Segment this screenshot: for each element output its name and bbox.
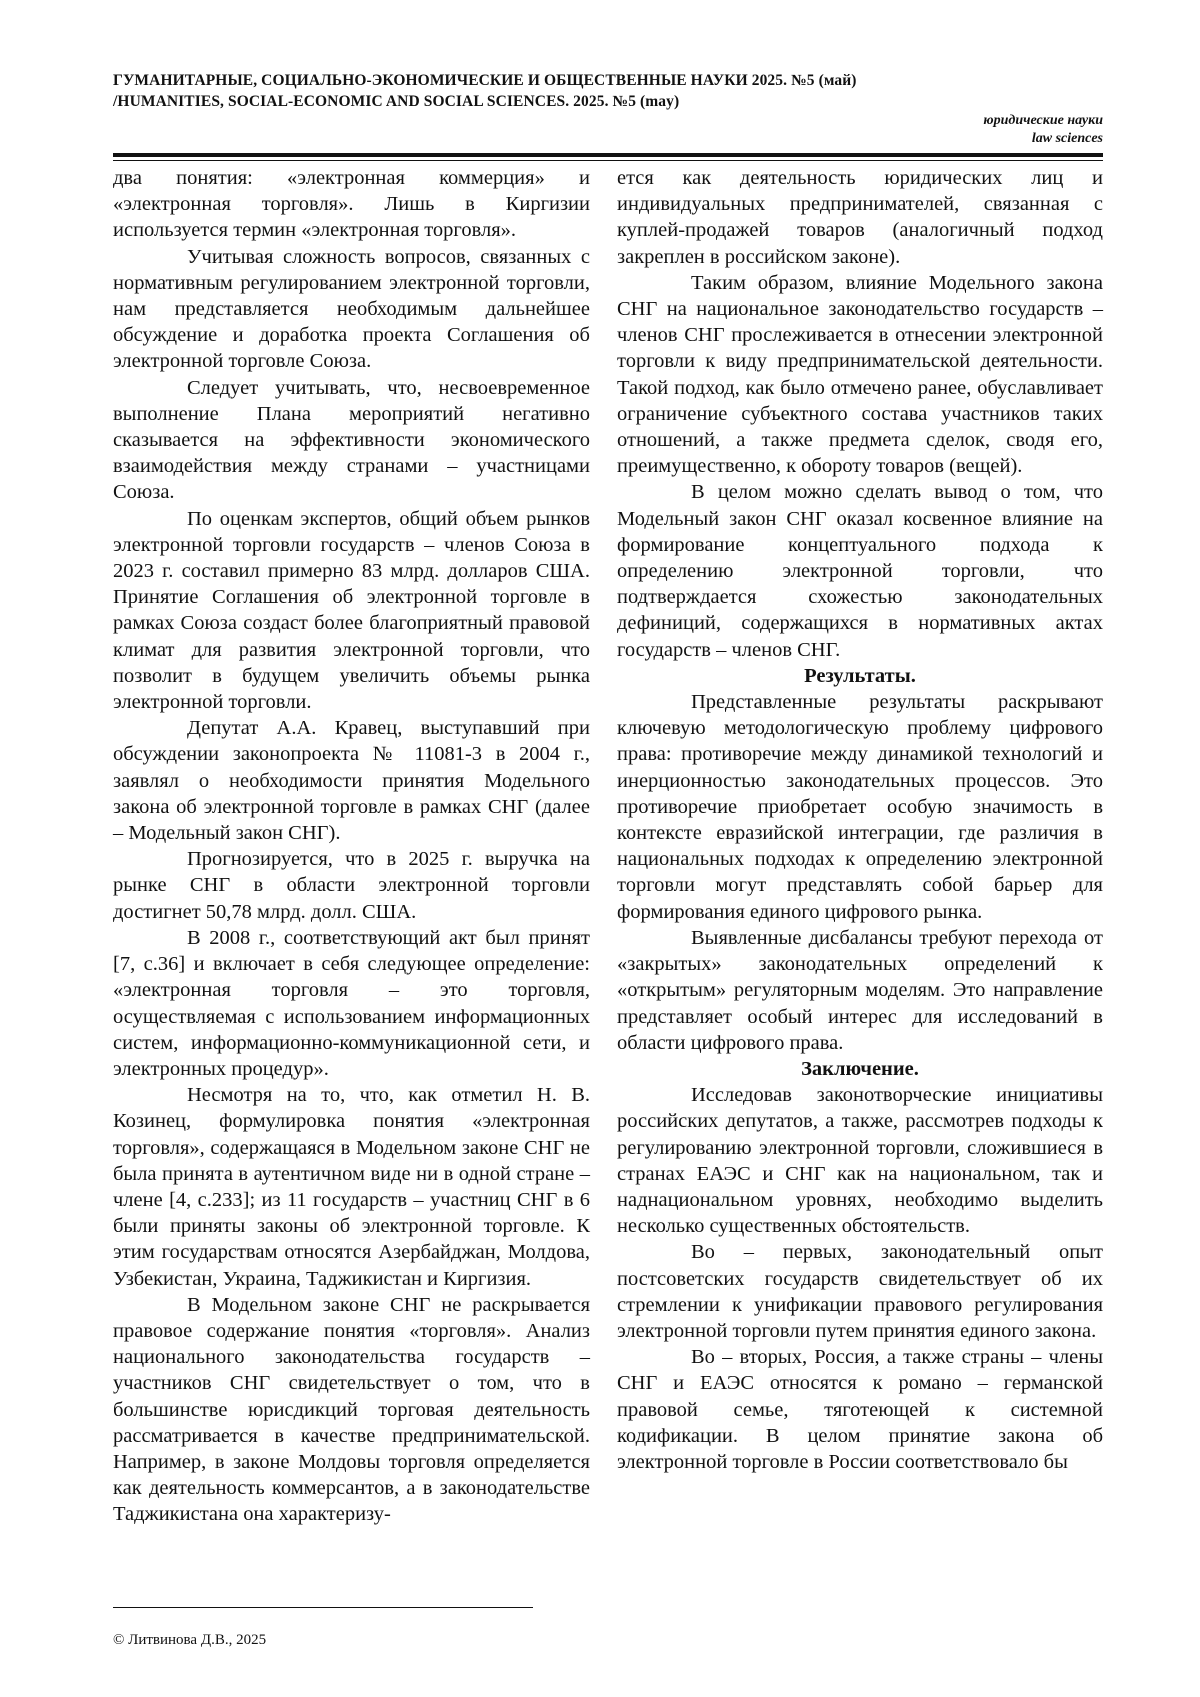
header-rule-thick — [113, 153, 1103, 157]
right-column — [617, 165, 1103, 1475]
conclusion-heading: Заключение. — [801, 1057, 919, 1080]
paragraph: ется как деятельность юридических лиц и индивидуальных предпринимателей, связанная с куплей-продажей товаров (аналогичный подход закреплен в российском законе). — [617, 167, 1103, 268]
header-rule-thin — [113, 160, 1103, 161]
paragraph: Прогнозируется, что в 2025 г. выручка на рынке СНГ в области электронной торговли достигнет 50,78 млрд. долл. США. — [113, 848, 590, 923]
paragraph: Во – вторых, Россия, а также страны – члены СНГ и ЕАЭС относятся к романо – германской правовой семье, тяготеющей к системной кодификации. В целом принятие закона об электронной торговле в России соответствовало бы — [617, 1346, 1103, 1473]
copyright-note: © Литвинова Д.В., 2025 — [113, 1632, 267, 1648]
paragraph: В целом можно сделать вывод о том, что Модельный закон СНГ оказал косвенное влияние на формирование концептуального подхода к определению электронной торговли, что подтверждается схожестью законодательных дефиниций, содержащихся в нормативных актах государств – членов СНГ. — [617, 481, 1103, 661]
paragraph: два понятия: «электронная коммерция» и «электронная торговля». Лишь в Киргизии используется термин «электронная торговля». — [113, 167, 590, 242]
section-label-ru: юридические науки — [983, 113, 1103, 128]
paragraph: Депутат А.А. Кравец, выступавший при обсуждении законопроекта № 11081-3 в 2004 г., заявлял о необходимости принятия Модельного закона об электронной торговле в рамках СНГ (далее – Модельный закон СНГ). — [113, 717, 590, 845]
paragraph: Во – первых, законодательный опыт постсоветских государств свидетельствует об их стремлении к унификации правового регулирования электронной торговли путем принятия единого закона. — [617, 1241, 1103, 1342]
section-label — [983, 112, 1103, 148]
section-label-en: law sciences — [1031, 131, 1103, 146]
paragraph: Несмотря на то, что, как отметил Н. В. Козинец, формулировка понятия «электронная торговля», содержащаяся в Модельном законе СНГ не была принята в аутентичном виде ни в одной стране – члене [4, с.233]; из 11 государств – участниц СНГ в 6 были приняты законы об электронной торговле. К этим государствам относятся Азербайджан, Молдова, Узбекистан, Украина, Таджикистан и Киргизия. — [113, 1084, 590, 1290]
paragraph: В Модельном законе СНГ не раскрывается правовое содержание понятия «торговля». Анализ национального законодательства государств – участников СНГ свидетельствует о том, что в большинстве юрисдикций торговая деятельность рассматривается в качестве предпринимательской. Например, в законе Молдовы торговля определяется как деятельность коммерсантов, а в законодательстве Таджикистана она характеризу- — [113, 1293, 590, 1526]
results-heading: Результаты. — [804, 664, 916, 687]
paragraph: По оценкам экспертов, общий объем рынков электронной торговли государств – членов Союза в 2023 г. составил примерно 83 млрд. долларов США. Принятие Соглашения об электронной торговле в рамках Союза создаст более благоприятный правовой климат для развития электронной торговли, что позволит в будущем увеличить объемы рынка электронной торговли. — [113, 507, 590, 714]
journal-title-en: /HUMANITIES, SOCIAL-ECONOMIC AND SOCIAL SCIENCES. 2025. №5 (may) — [113, 93, 680, 110]
footnote-rule — [113, 1607, 533, 1608]
paragraph: Представленные результаты раскрывают ключевую методологическую проблему цифрового права: противоречие между динамикой технологий и инерционностью законодательных процессов. Это противоречие приобретает особую значимость в контексте евразийской интеграции, где различия в национальных подходах к определению электронной торговли могут представлять собой барьер для формирования единого цифрового рынка. — [617, 691, 1103, 923]
journal-title-ru: ГУМАНИТАРНЫЕ, СОЦИАЛЬНО-ЭКОНОМИЧЕСКИЕ И ОБЩЕСТВЕННЫЕ НАУКИ 2025. №5 (май) — [113, 72, 857, 89]
running-header — [113, 70, 1103, 146]
paragraph: Выявленные дисбалансы требуют перехода от «закрытых» законодательных определений к «открытым» регуляторным моделям. Это направление представляет особый интерес для исследований в области цифрового права. — [617, 926, 1103, 1054]
paragraph: Учитывая сложность вопросов, связанных с нормативным регулированием электронной торговли, нам представляется необходимым дальнейшее обсуждение и доработка проекта Соглашения об электронной торговле Союза. — [113, 245, 590, 373]
paragraph: Следует учитывать, что, несвоевременное выполнение Плана мероприятий негативно сказывается на эффективности экономического взаимодействия между странами – участницами Союза. — [113, 376, 590, 504]
left-column — [113, 165, 590, 1528]
paragraph: Исследовав законотворческие инициативы российских депутатов, а также, рассмотрев подходы к регулированию электронной торговли, сложившиеся в странах ЕАЭС и СНГ как на национальном, так и наднациональном уровнях, необходимо выделить несколько существенных обстоятельств. — [617, 1084, 1103, 1238]
paragraph: Таким образом, влияние Модельного закона СНГ на национальное законодательство государств – членов СНГ прослеживается в отнесении электронной торговли к виду предпринимательской деятельности. Такой подход, как было отмечено ранее, обуславливает ограничение субъектного состава участников таких отношений, а также предмета сделок, сводя его, преимущественно, к обороту товаров (вещей). — [617, 271, 1103, 478]
paragraph: В 2008 г., соответствующий акт был принят [7, с.36] и включает в себя следующее определение: «электронная торговля – это торговля, осуществляемая с использованием информационных систем, информационно-коммуникационной сети, и электронных процедур». — [113, 926, 590, 1080]
